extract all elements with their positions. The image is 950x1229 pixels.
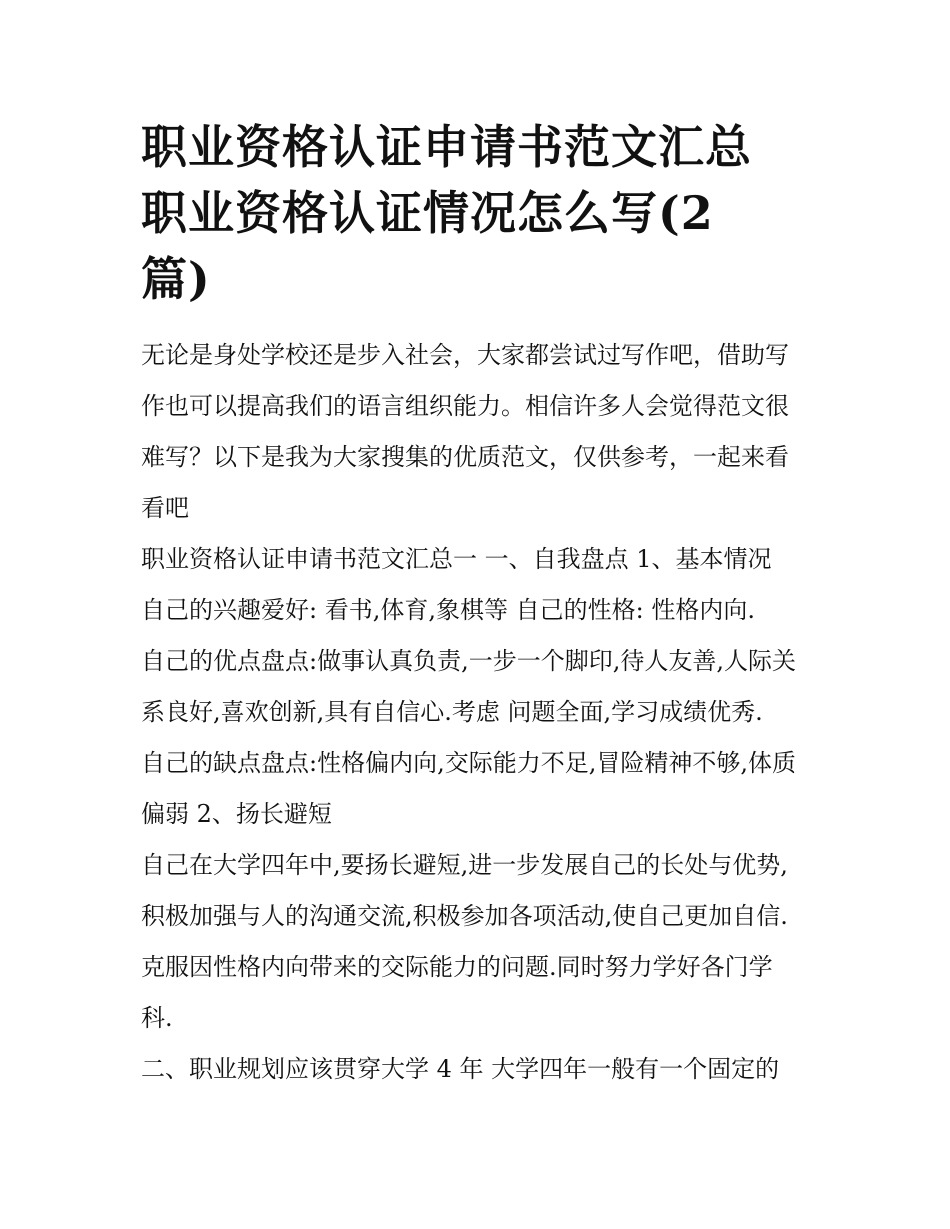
interests-paragraph: 自己的兴趣爱好: 看书,体育,象棋等 自己的性格: 性格内向. (141, 596, 755, 624)
document-body (141, 114, 821, 1095)
section-one-heading: 职业资格认证申请书范文汇总一 一、自我盘点 1、基本情况 (141, 545, 772, 573)
section-two-heading: 二、职业规划应该贯穿大学 4 年 大学四年一般有一个固定的 (141, 1055, 780, 1083)
plan-paragraph: 自己在大学四年中,要扬长避短,进一步发展自己的长处与优势, 积极加强与人的沟通交流,积极参加各项活动,使自己更加自信. 克服因性格内向带来的交际能力的问题.同时努力学好各门学 科. (141, 851, 788, 1032)
weaknesses-paragraph: 自己的缺点盘点:性格偏内向,交际能力不足,冒险精神不够,体质 偏弱 2、扬长避短 (141, 749, 796, 828)
strengths-paragraph: 自己的优点盘点:做事认真负责,一步一个脚印,待人友善,人际关 系良好,喜欢创新,具有自信心.考虑 问题全面,学习成绩优秀. (141, 647, 796, 726)
document-title: 职业资格认证申请书范文汇总 职业资格认证情况怎么写(2 篇) (141, 120, 752, 306)
intro-paragraph: 无论是身处学校还是步入社会，大家都尝试过写作吧，借助写 作也可以提高我们的语言组织能力。相信许多人会觉得范文很 难写？以下是我为大家搜集的优质范文，仅供参考，一起来看 看吧 (141, 341, 789, 522)
